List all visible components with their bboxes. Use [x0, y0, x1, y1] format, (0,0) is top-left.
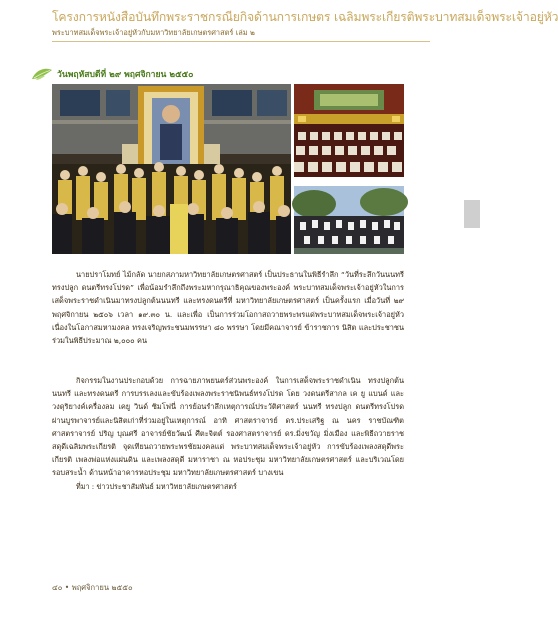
leaf-ornament-icon — [30, 67, 54, 81]
date-heading-row — [30, 66, 193, 82]
concert-hall-photo — [294, 84, 404, 177]
date-heading: วันพฤหัสบดีที่ ๒๙ พฤศจิกายน ๒๕๕๐ — [57, 70, 194, 80]
running-header-subtitle: พระบาทสมเด็จพระเจ้าอยู่หัวกับมหาวิทยาลัยเกษตรศาสตร์ เล่ม ๒ — [52, 28, 255, 37]
body-paragraph-1: นายปราโมทย์ ไม้กลัด นายกสภามหาวิทยาลัยเกษตรศาสตร์ เป็นประธานในพิธีรำลึก “วันที่ระลึกวันนนทรีทรงปลูก ดนตรีทรงโปรด” เพื่อน้อมรำลึกถึงพระมหากรุณาธิคุณของพระองค์ พระบาทสมเด็จพระเจ้าอยู่หัวในการเสด็จพระราชดำเนินมาทรงปลูกต้นนนทรี และทรงดนตรีที่ มหาวิทยาลัยเกษตรศาสตร์ เป็นครั้งแรก เมื่อวันที่ ๒๙ พฤศจิกายน ๒๕๐๖ เวลา ๑๙.๓๐ น. และเพื่อ เป็นการร่วมโอกาสถวายพระพรแด่พระบาทสมเด็จพระเจ้าอยู่หัว เนื่องในโอกาสมหามงคล ทรงเจริญพระชนมพรรษา ๘๐ พรรษา โดยมีคณาจารย์ ข้าราชการ นิสิต และประชาชน ร่วมในพิธีประมาณ ๒,๐๐๐ คน — [52, 270, 404, 346]
page-edge-tab — [464, 200, 480, 228]
source-credit: ที่มา : ข่าวประชาสัมพันธ์ มหาวิทยาลัยเกษตรศาสตร์ — [76, 482, 237, 491]
orchestra-photo — [294, 186, 404, 254]
body-paragraph-2: กิจกรรมในงานประกอบด้วย การฉายภาพยนตร์ส่วนพระองค์ ในการเสด็จพระราชดำเนิน ทรงปลูกต้นนนทรี และทรงดนตรี การบรรเลงและขับร้องเพลงพระราชนิพนธ์ทรงโปรด โดย วงดนตรีสากล เค ยู แบนด์ และวงดุริยางค์เครื่องลม เคยู วินด์ ซิมโฟนี่ การย้อนรำลึกเหตุการณ์ประวัติศาสตร์ นนทรี ทรงปลูก ดนตรีทรงโปรด ผ่านบูรพาจารย์และนิสิตเก่าที่ร่วมอยู่ในเหตุการณ์ อาทิ ศาสตราจารย์ ดร.ประเสริฐ ณ นคร ราชบัณฑิต ศาสตราจารย์ ปริญ บุณศรี อาจารย์ชัยวัฒน์ ศีตะจิตต์ รองศาสตราจารย์ ดร.มิ่งขวัญ มิ่งเมือง และพิธีถวายราชสดุดีเฉลิมพระเกียรติ จุดเทียนถวายพระพรชัยมงคลแด่ พระบาทสมเด็จพระเจ้าอยู่หัว การขับร้องเพลงสดุดีพระเกียรติ เพลงพ่อแห่งแผ่นดิน และเพลงสดุดี มหาราชา ณ หอประชุม มหาวิทยาลัยเกษตรศาสตร์ และบริเวณโดยรอบสระน้ำ ด้านหน้าอาคารหอประชุม มหาวิทยาลัยเกษตรศาสตร์ บางเขน — [52, 376, 404, 478]
page-folio: ๔๐ • พฤศจิกายน ๒๕๕๐ — [52, 583, 133, 592]
main-photo — [52, 84, 291, 254]
running-header-title: โครงการหนังสือบันทึกพระราชกรณียกิจด้านการเกษตร เฉลิมพระเกียรติพระบาทสมเด็จพระเจ้าอยู่หัว — [52, 10, 558, 24]
header-divider — [52, 41, 430, 42]
